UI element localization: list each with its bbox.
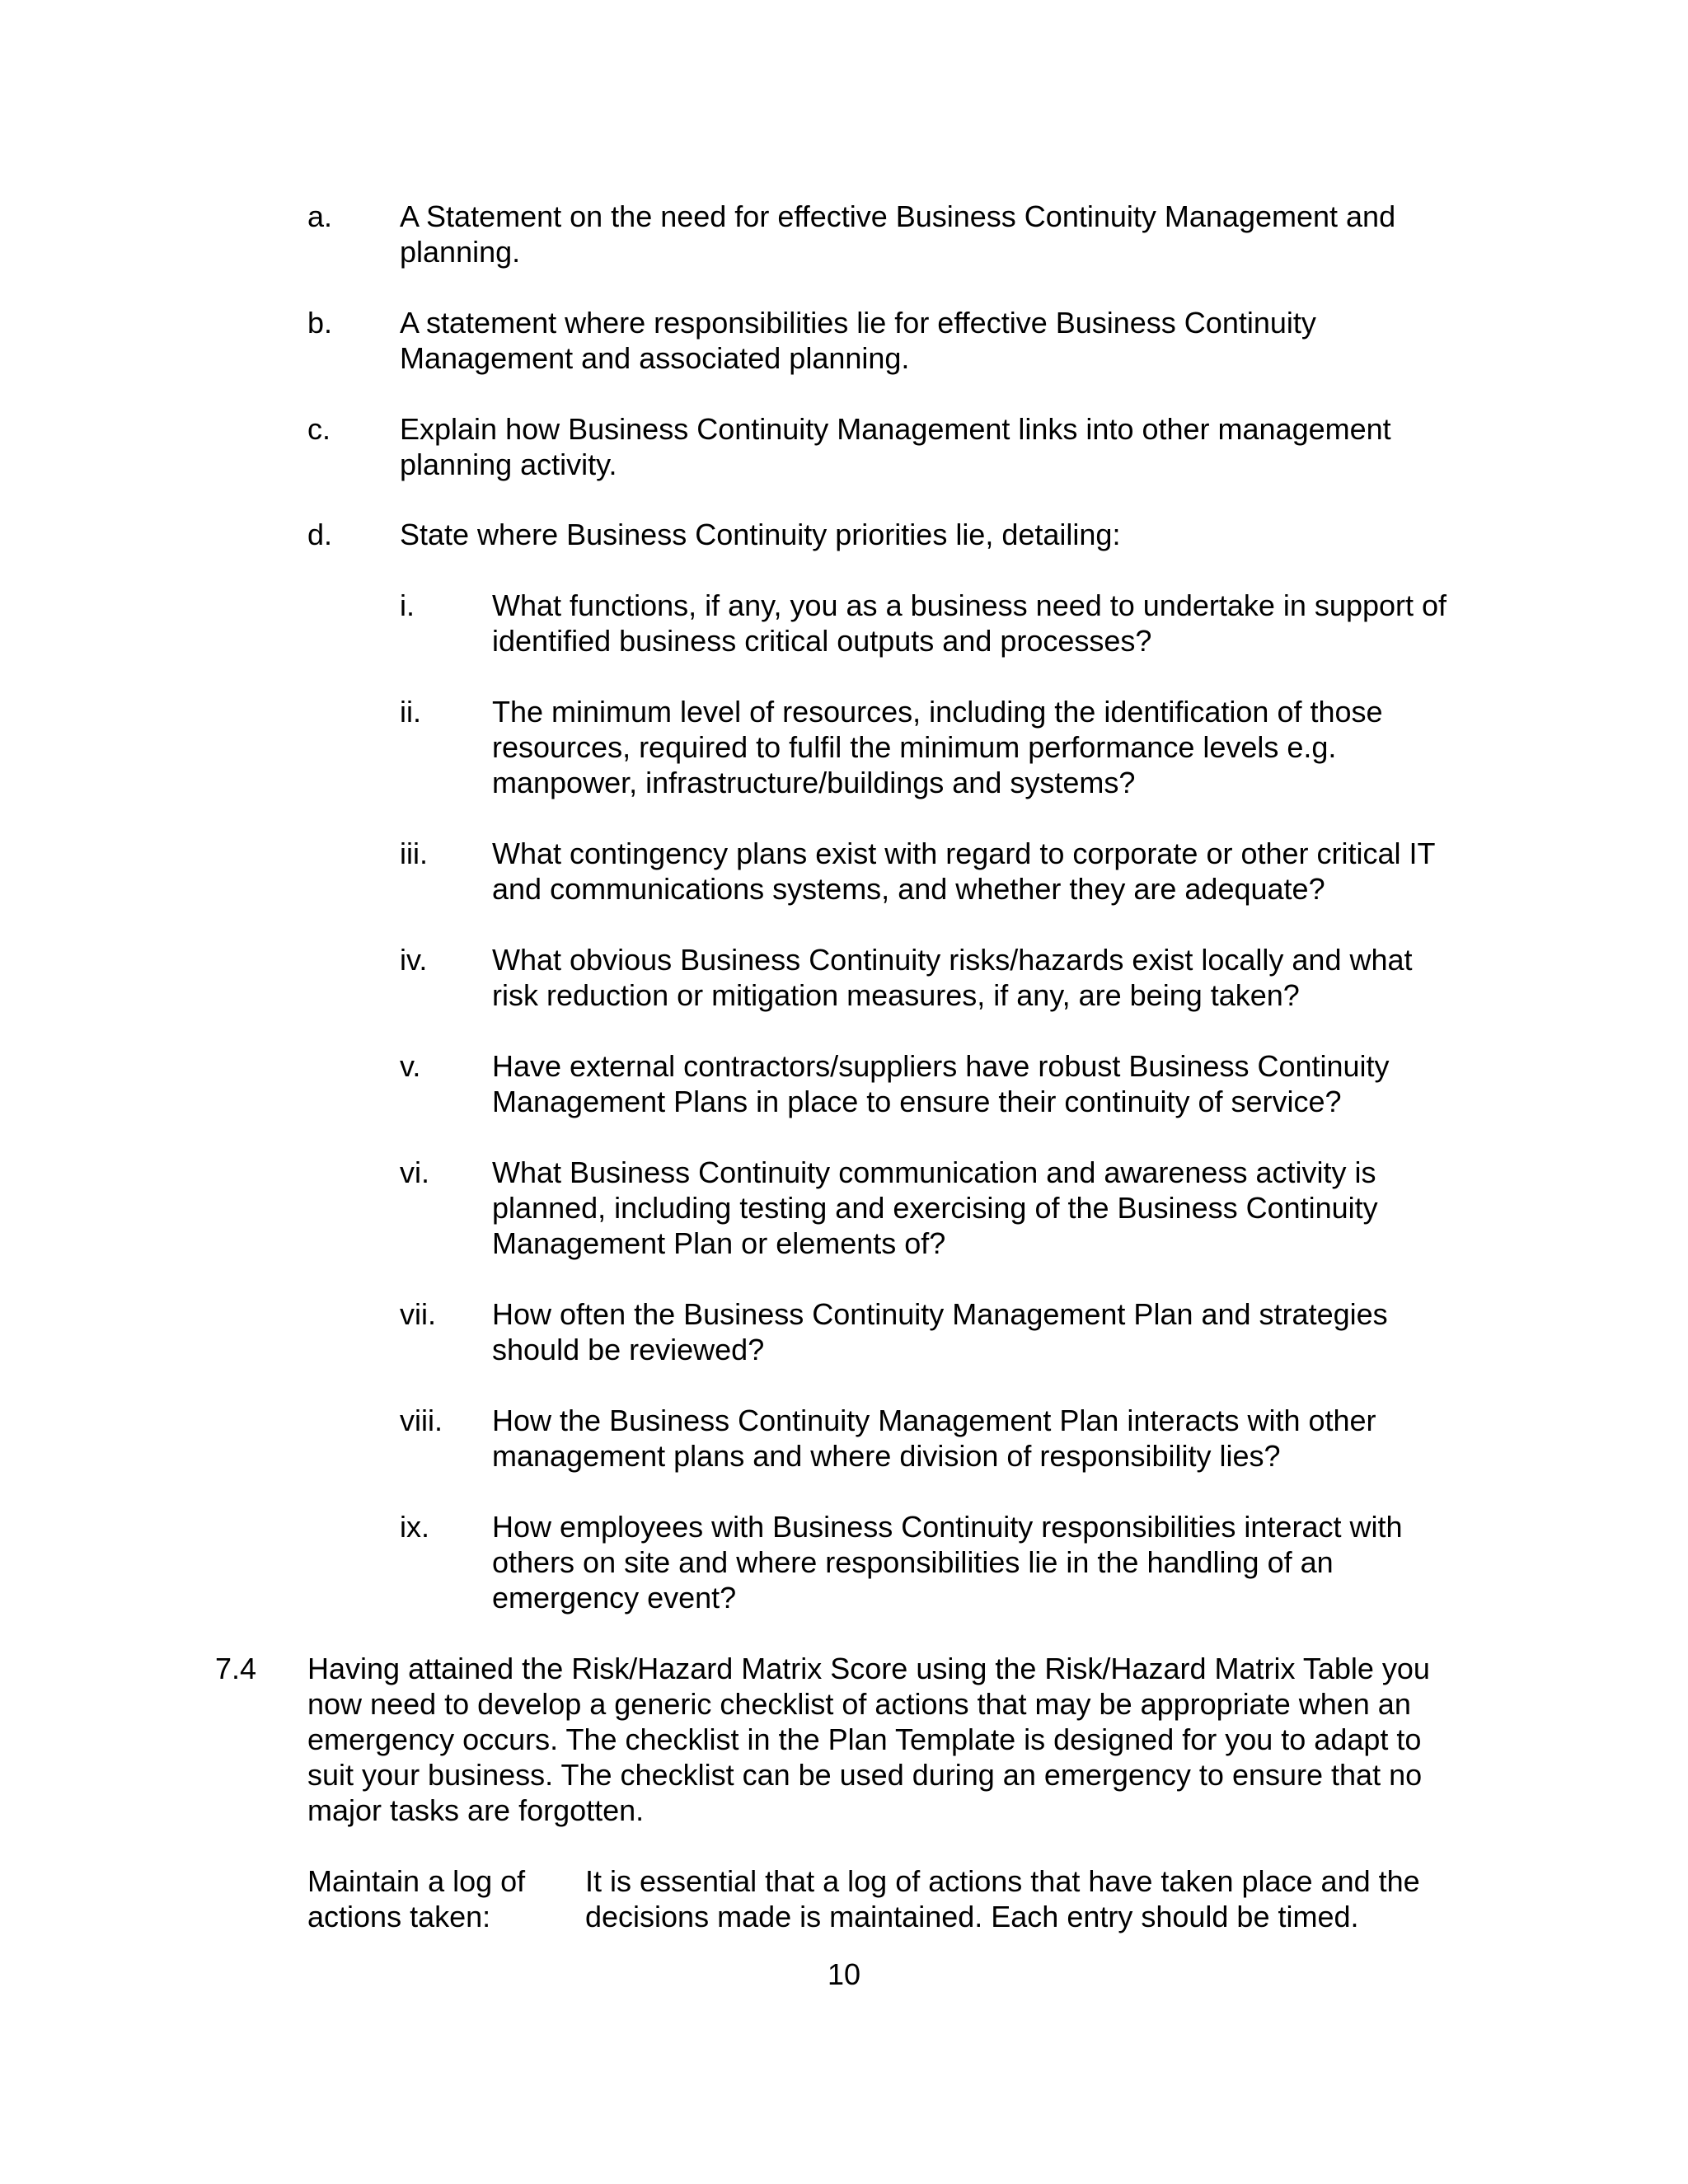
list-item-text: How employees with Business Continuity responsibilities interact with others on site and where responsibilities lie in the handling of an emergency event? <box>492 1510 1403 1615</box>
list-marker: v. <box>400 1049 421 1083</box>
list-marker: ix. <box>400 1510 429 1544</box>
log-label: Maintain a log of actions taken: <box>307 1864 526 1933</box>
section-number: 7.4 <box>215 1652 257 1685</box>
list-marker: d. <box>307 518 333 551</box>
list-item-text: What contingency plans exist with regard to corporate or other critical IT and communications systems, and whether they are adequate? <box>492 837 1435 906</box>
list-marker: viii. <box>400 1404 443 1437</box>
list-marker: vi. <box>400 1155 429 1189</box>
list-item-text: How often the Business Continuity Management Plan and strategies should be reviewed? <box>492 1297 1388 1366</box>
list-item-text: What functions, if any, you as a business need to undertake in support of identified business critical outputs and processes? <box>492 588 1447 658</box>
list-marker: iv. <box>400 943 428 977</box>
list-marker: vii. <box>400 1297 436 1331</box>
section-text: Having attained the Risk/Hazard Matrix Score using the Risk/Hazard Matrix Table you now need to develop a generic checklist of actions that may be appropriate when an emergency occurs. The checklist in the Plan Template is designed for you to adapt to suit your business. The checklist can be used during an emergency to ensure that no major tasks are forgotten. <box>307 1652 1430 1827</box>
list-item-text: What Business Continuity communication and awareness activity is planned, including testing and exercising of the Business Continuity Management Plan or elements of? <box>492 1155 1378 1260</box>
list-item-text: What obvious Business Continuity risks/hazards exist locally and what risk reduction or mitigation measures, if any, are being taken? <box>492 943 1413 1012</box>
list-item-text: Explain how Business Continuity Management links into other management planning activity. <box>400 412 1391 481</box>
log-description: It is essential that a log of actions that have taken place and the decisions made is maintained. Each entry should be timed. <box>585 1864 1420 1933</box>
page-number: 10 <box>827 1957 861 1991</box>
list-item-text: A Statement on the need for effective Business Continuity Management and planning. <box>400 199 1396 269</box>
list-marker: b. <box>307 306 333 340</box>
list-item-text: The minimum level of resources, including the identification of those resources, required to fulfil the minimum performance levels e.g. manpower, infrastructure/buildings and systems? <box>492 695 1383 799</box>
list-marker: i. <box>400 588 415 622</box>
list-item-text: State where Business Continuity priorities lie, detailing: <box>400 518 1121 551</box>
list-marker: a. <box>307 199 333 233</box>
list-marker: iii. <box>400 837 428 870</box>
list-item-text: A statement where responsibilities lie for effective Business Continuity Management and associated planning. <box>400 306 1316 375</box>
list-item-text: How the Business Continuity Management Plan interacts with other management plans and where division of responsibility lies? <box>492 1404 1376 1473</box>
list-marker: ii. <box>400 695 421 729</box>
list-item-text: Have external contractors/suppliers have robust Business Continuity Management Plans in place to ensure their continuity of service? <box>492 1049 1390 1118</box>
list-marker: c. <box>307 412 331 446</box>
